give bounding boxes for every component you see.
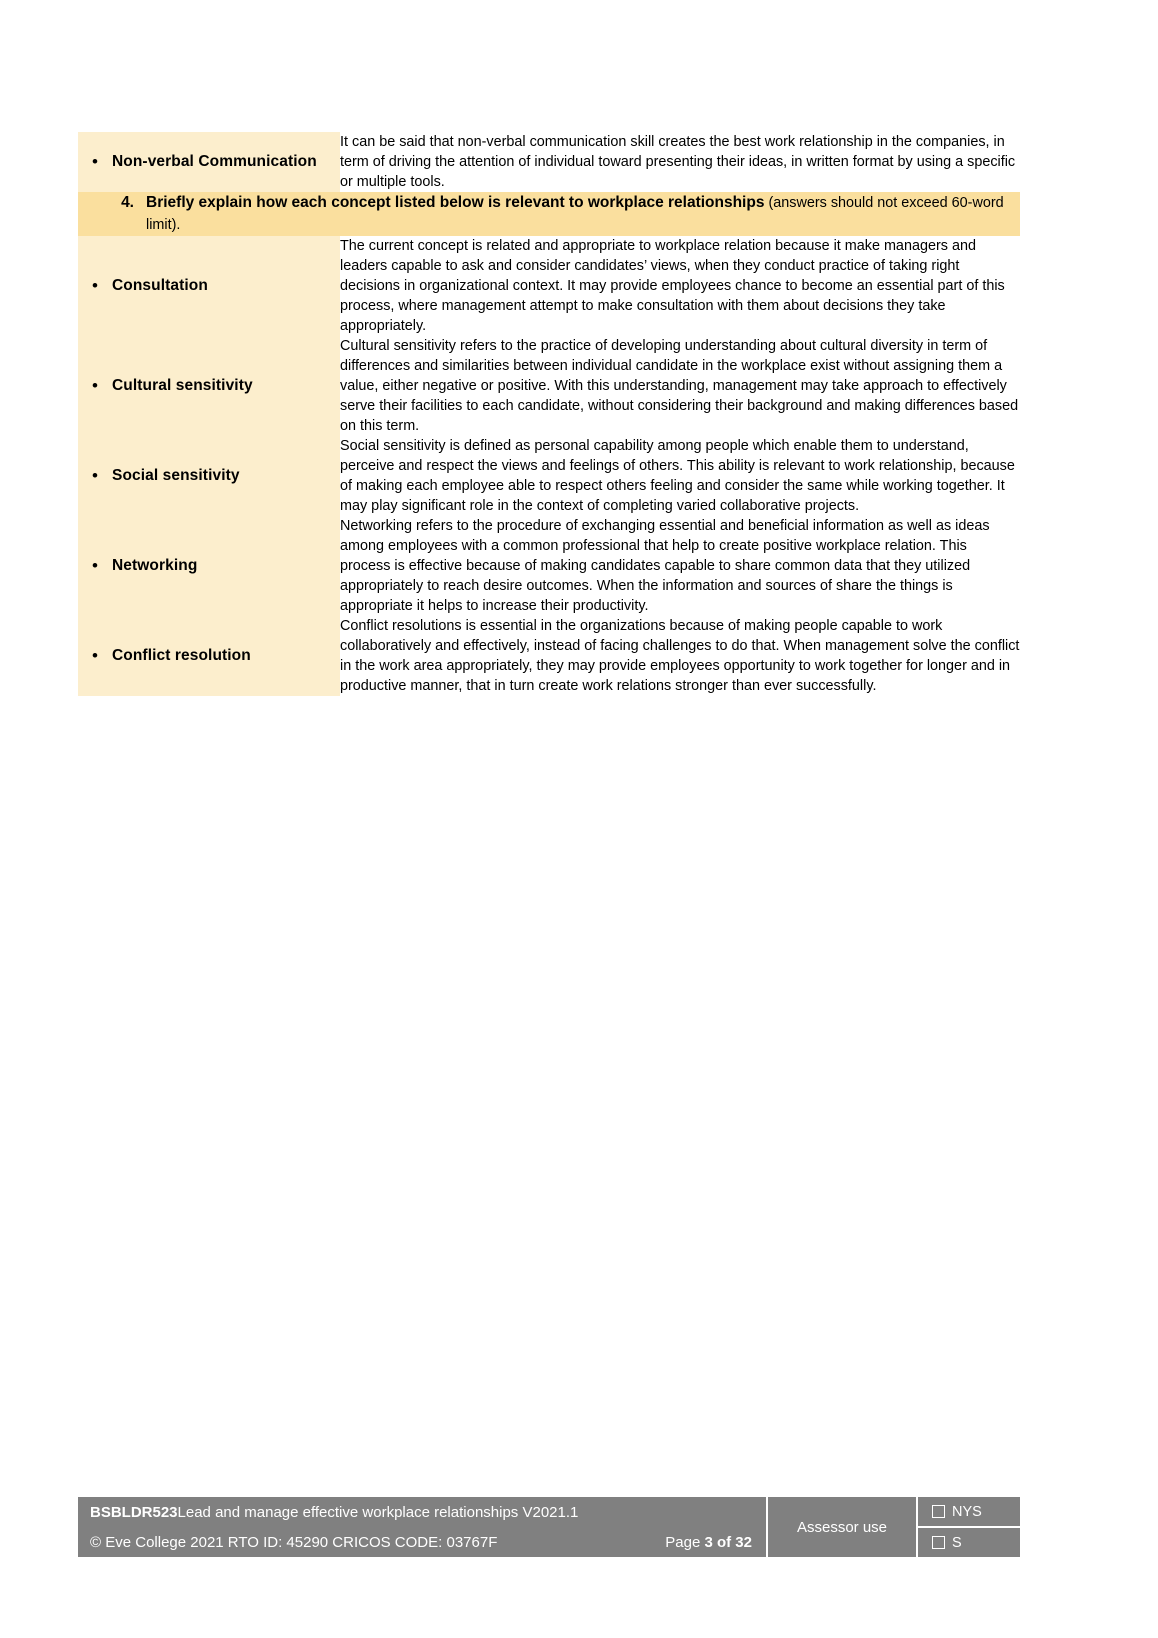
footer-page-prefix: Page <box>665 1533 705 1551</box>
table-row <box>78 236 1020 336</box>
page-footer <box>78 1497 1020 1557</box>
question-number: 4. <box>121 194 134 211</box>
answers-table <box>78 132 1020 696</box>
table-row <box>78 616 1020 696</box>
footer-unit-title: Lead and manage effective workplace relationships V2021.1 <box>177 1503 579 1521</box>
footer-assessor-use <box>768 1497 916 1557</box>
footer-page-indicator <box>665 1534 766 1551</box>
footer-copyright: © Eve College 2021 RTO ID: 45290 CRICOS CODE: 03767F <box>90 1533 498 1551</box>
footer-copyright-line <box>90 1527 766 1557</box>
answer-cell[interactable] <box>340 236 1020 336</box>
answer-cell[interactable] <box>340 616 1020 696</box>
answer-text: Cultural sensitivity refers to the practice of developing understanding about cultural diversity in term of differences and similarities between individual candidate in the workplace exist without assigning them a value, either negative or positive. With this understanding, management may take approach to effectively serve their facilities to each candidate, without considering their background and making differences based on this term. <box>340 338 1019 434</box>
question-row <box>78 192 1020 236</box>
checkbox-nys[interactable] <box>918 1497 1020 1526</box>
question-prompt-bold: Briefly explain how each concept listed below is relevant to workplace relationships <box>146 194 765 211</box>
answer-cell[interactable] <box>340 336 1020 436</box>
answer-cell[interactable] <box>340 516 1020 616</box>
concept-cell <box>78 236 340 336</box>
concept-cell <box>78 616 340 696</box>
footer-assessor-label: Assessor use <box>796 1518 888 1536</box>
concept-label: Networking <box>112 557 198 574</box>
concept-cell <box>78 336 340 436</box>
bullet-icon: • <box>92 152 98 171</box>
bullet-icon: • <box>92 646 98 665</box>
answer-text: The current concept is related and appropriate to workplace relation because it make managers and leaders capable to ask and consider candidates’ views, when they conduct practice of taking right decisions in organizational context. It may provide employees chance to become an essential part of this process, where management attempt to make consultation with them about decisions they take appropriately. <box>340 238 1005 334</box>
question-text <box>146 192 1020 236</box>
footer-outcome-checks <box>918 1497 1020 1557</box>
footer-unit-line <box>90 1497 766 1527</box>
answer-cell[interactable] <box>340 132 1020 192</box>
bullet-icon: • <box>92 276 98 295</box>
concept-label: Conflict resolution <box>112 647 251 664</box>
footer-page-number: 3 of 32 <box>704 1533 752 1551</box>
concept-label: Cultural sensitivity <box>112 377 253 394</box>
bullet-icon: • <box>92 376 98 395</box>
concept-label: Consultation <box>112 277 208 294</box>
footer-identity <box>78 1497 766 1557</box>
table-row <box>78 132 1020 192</box>
table-row <box>78 516 1020 616</box>
answers-table-body <box>78 132 1020 696</box>
checkbox-s[interactable] <box>918 1526 1020 1557</box>
bullet-icon: • <box>92 466 98 485</box>
answer-text: It can be said that non-verbal communication skill creates the best work relationship in the companies, in term of driving the attention of individual toward presenting their ideas, in written format by using a specific or multiple tools. <box>340 134 1016 190</box>
bullet-icon: • <box>92 556 98 575</box>
checkbox-icon <box>932 1505 945 1518</box>
concept-label: Non-verbal Communication <box>112 153 317 170</box>
concept-cell <box>78 516 340 616</box>
answer-text: Social sensitivity is defined as personal capability among people which enable them to understand, perceive and respect the views and feelings of others. This ability is relevant to work relationship, because of making each employee able to respect others feeling and consider the same while working together. It may play significant role in the context of completing varied collaborative projects. <box>340 438 1015 514</box>
concept-cell <box>78 132 340 192</box>
answer-cell[interactable] <box>340 436 1020 516</box>
question-prompt-note: (answers should not exceed 60-word limit). <box>146 195 1004 233</box>
answer-text: Conflict resolutions is essential in the organizations because of making people capable to work collaboratively and effectively, instead of facing challenges to do that. When management solve the conflict in the work area appropriately, they may provide employees opportunity to work together for longer and in productive manner, that in turn create work relations stronger than ever successfully. <box>340 618 1020 694</box>
answer-text: Networking refers to the procedure of exchanging essential and beneficial information as well as ideas among employees with a common professional that help to create positive workplace relation. This process is effective because of making candidates capable to share common data that they utilized appropriately to reach desire outcomes. When the information and sources of share the things is appropriate it helps to increase their productivity. <box>340 518 990 614</box>
checkbox-s-label: S <box>952 1534 962 1551</box>
concept-label: Social sensitivity <box>112 467 240 484</box>
footer-unit-code: BSBLDR523 <box>90 1503 178 1521</box>
checkbox-icon <box>932 1536 945 1549</box>
checkbox-nys-label: NYS <box>952 1503 982 1520</box>
concept-cell <box>78 436 340 516</box>
table-row <box>78 336 1020 436</box>
question-cell <box>78 192 1020 236</box>
table-row <box>78 436 1020 516</box>
